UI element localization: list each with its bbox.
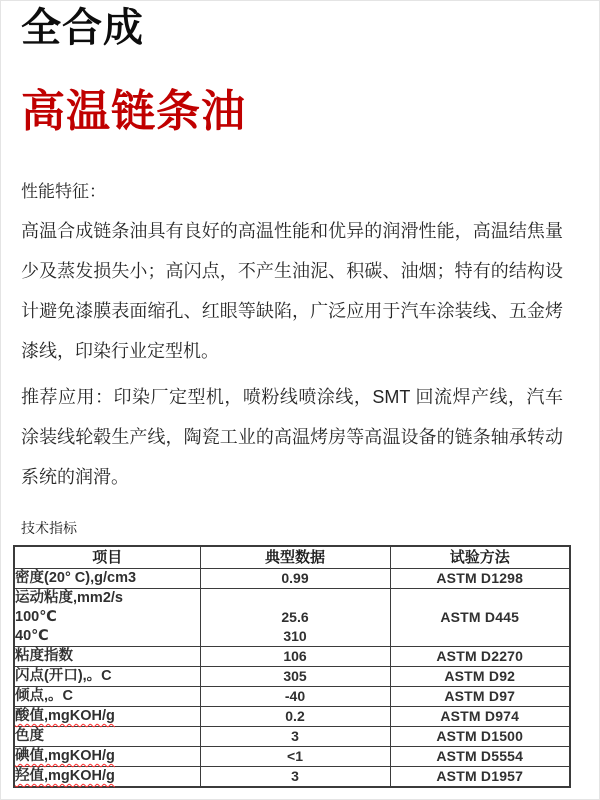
spec-row xyxy=(14,569,570,589)
spec-row xyxy=(14,707,570,727)
spec-row xyxy=(14,747,570,767)
spec-method-cell: ASTM D2270 xyxy=(390,647,570,667)
col-header-item: 项目 xyxy=(14,546,200,569)
spec-item-cell: 色度 xyxy=(14,727,200,747)
spec-value-cell: 25.6 310 xyxy=(200,589,390,647)
spec-row xyxy=(14,767,570,788)
spec-value-cell: 3 xyxy=(200,727,390,747)
table-caption: 技术指标 xyxy=(21,520,77,536)
spec-value-cell: -40 xyxy=(200,687,390,707)
spec-method-cell: ASTM D1500 xyxy=(390,727,570,747)
spec-value-cell: 0.99 xyxy=(200,569,390,589)
features-paragraph: 高温合成链条油具有良好的高温性能和优异的润滑性能，高温结焦量少及蒸发损失小；高闪点，不产生油泥、积碳、油烟；特有的结构设计避免漆膜表面缩孔、红眼等缺陷，广泛应用于汽车涂装线、五金烤漆线，印染行业定型机。 xyxy=(21,221,563,361)
spec-row xyxy=(14,589,570,647)
product-series-title: 全合成 xyxy=(21,6,144,50)
spec-item-cell: 酸值,mgKOH/g xyxy=(14,707,200,727)
spec-item-cell: 羟值,mgKOH/g xyxy=(14,767,200,788)
spec-method-cell: ASTM D1957 xyxy=(390,767,570,788)
spec-item-cell: 倾点,。C xyxy=(14,687,200,707)
spec-item-cell: 碘值,mgKOH/g xyxy=(14,747,200,767)
spec-row xyxy=(14,647,570,667)
spec-row xyxy=(14,667,570,687)
spec-value-cell: 0.2 xyxy=(200,707,390,727)
spec-row xyxy=(14,687,570,707)
spec-value-cell: 3 xyxy=(200,767,390,788)
specs-table xyxy=(13,545,571,788)
spec-item-cell: 粘度指数 xyxy=(14,647,200,667)
spec-method-cell: ASTM D97 xyxy=(390,687,570,707)
spec-item-cell: 密度(20° C),g/cm3 xyxy=(14,569,200,589)
col-header-value: 典型数据 xyxy=(200,546,390,569)
spec-value-cell: 106 xyxy=(200,647,390,667)
spec-method-cell: ASTM D5554 xyxy=(390,747,570,767)
spec-method-cell: ASTM D92 xyxy=(390,667,570,687)
spec-row xyxy=(14,727,570,747)
spec-method-cell: ASTM D974 xyxy=(390,707,570,727)
spec-method-cell: ASTM D445 xyxy=(390,589,570,647)
product-name-title: 高温链条油 xyxy=(21,87,246,136)
specs-header-row xyxy=(14,546,570,569)
spec-value-cell: <1 xyxy=(200,747,390,767)
col-header-method: 试验方法 xyxy=(390,546,570,569)
spec-item-cell: 闪点(开口),。C xyxy=(14,667,200,687)
spec-item-cell: 运动粘度,mm2/s 100℃ 40℃ xyxy=(14,589,200,647)
spec-method-cell: ASTM D1298 xyxy=(390,569,570,589)
features-heading: 性能特征： xyxy=(21,182,106,201)
applications-paragraph: 推荐应用：印染厂定型机，喷粉线喷涂线，SMT 回流焊产线，汽车涂装线轮毂生产线，陶瓷工业的高温烤房等高温设备的链条轴承转动系统的润滑。 xyxy=(21,387,563,487)
spec-value-cell: 305 xyxy=(200,667,390,687)
